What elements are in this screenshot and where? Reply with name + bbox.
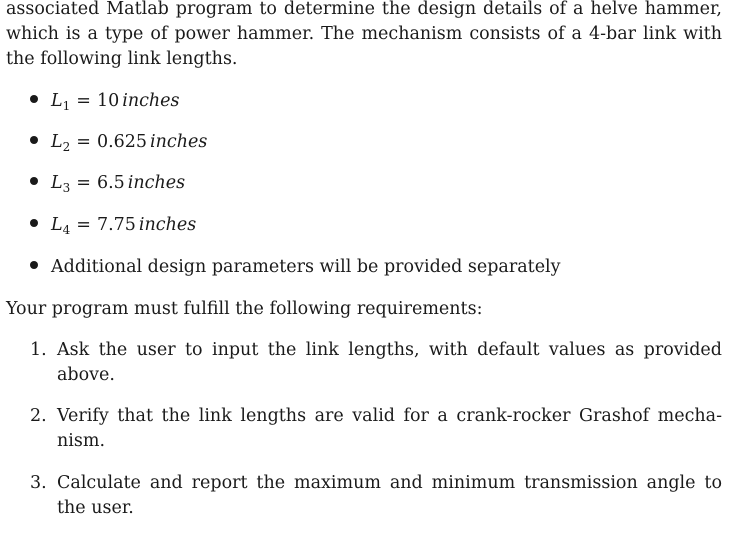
- requirements-heading: Your program must fulfill the following requirements:: [6, 299, 483, 319]
- equals-sign: =: [76, 173, 91, 193]
- link-subscript: 3: [62, 181, 71, 195]
- link-subscript: 4: [62, 223, 71, 237]
- bullet-icon: [30, 95, 38, 103]
- link-subscript: 2: [62, 140, 71, 154]
- link-variable: L: [51, 91, 63, 111]
- bullet-icon: [30, 261, 38, 269]
- intro-paragraph: associated Matlab program to determine the design details of a helve hammer, which is a type of power hammer. The mechanism consists of a 4-bar link with the following link lengths.: [6, 0, 722, 69]
- equals-sign: =: [76, 91, 91, 111]
- link-subscript: 1: [62, 99, 71, 113]
- link-value: 6.5: [96, 173, 125, 193]
- link-variable: L: [51, 132, 63, 152]
- bullet-icon: [30, 177, 38, 185]
- requirement-item-3: [30, 471, 722, 521]
- link-unit: inches: [138, 215, 197, 235]
- list-item-link-1: [30, 88, 180, 114]
- requirement-number: 1.: [30, 340, 47, 360]
- requirement-text: Ask the user to input the link lengths, with default values as provided above.: [57, 340, 722, 385]
- link-value: 7.75: [96, 215, 136, 235]
- link-variable: L: [51, 173, 63, 193]
- list-item-link-2: [30, 129, 207, 155]
- requirement-number: 2.: [30, 406, 47, 426]
- link-value: 10: [96, 91, 120, 111]
- link-variable: L: [51, 215, 63, 235]
- link-unit: inches: [127, 173, 186, 193]
- bullet-icon: [30, 136, 38, 144]
- list-item-link-4: [30, 212, 196, 238]
- list-item-additional: [30, 254, 561, 280]
- link-unit: inches: [122, 91, 180, 111]
- additional-text: Additional design parameters will be provided separately: [51, 257, 561, 277]
- requirement-item-2: [30, 404, 722, 454]
- requirement-number: 3.: [30, 473, 47, 493]
- list-item-link-3: [30, 170, 185, 196]
- link-unit: inches: [150, 132, 208, 152]
- link-value: 0.625: [96, 132, 148, 152]
- requirement-text: Calculate and report the maximum and minimum transmission angle to the user.: [57, 473, 722, 518]
- requirement-item-1: [30, 338, 722, 388]
- equals-sign: =: [76, 132, 91, 152]
- requirement-text: Verify that the link lengths are valid for a crank-rocker Grashof mecha-nism.: [57, 406, 722, 451]
- bullet-icon: [30, 219, 38, 227]
- equals-sign: =: [76, 215, 91, 235]
